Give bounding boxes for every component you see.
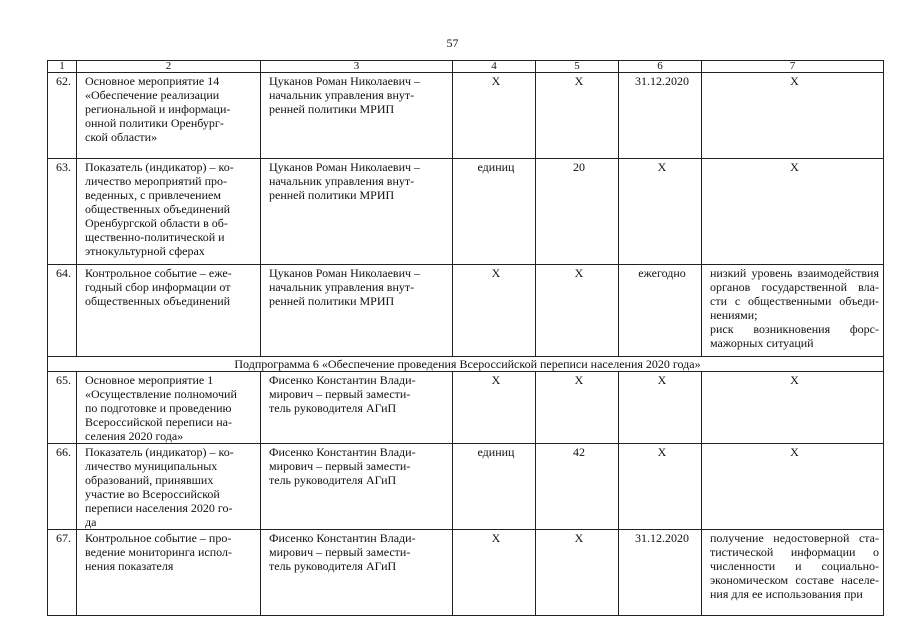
text-line: ведение мониторинга испол- xyxy=(85,545,232,559)
row-number-cell: 62. xyxy=(48,73,77,159)
column-header: 5 xyxy=(536,61,619,73)
text-line: годный сбор информации от xyxy=(85,280,231,294)
text-line: ренней политики МРИП xyxy=(269,294,395,308)
responsible-cell xyxy=(261,372,453,444)
column-header: 4 xyxy=(453,61,536,73)
responsible-cell xyxy=(261,444,453,530)
text-line: Основное мероприятие 1 xyxy=(85,373,214,387)
text-line: начальник управления внут- xyxy=(269,88,415,102)
value-cell: Х xyxy=(536,73,619,159)
text-line: Фисенко Константин Влади- xyxy=(269,373,416,387)
date-cell: Х xyxy=(619,444,702,530)
value-cell: 42 xyxy=(536,444,619,530)
text-line: риск возникновения форс- xyxy=(710,322,879,336)
text-line: «Осуществление полномочий xyxy=(85,387,237,401)
text-line: да xyxy=(85,515,97,529)
date-cell: Х xyxy=(619,159,702,265)
text-line: начальник управления внут- xyxy=(269,174,415,188)
text-line: сти с общественными объеди- xyxy=(710,294,879,308)
text-line: тель руководителя АГиП xyxy=(269,401,397,415)
text-line: образований, принявших xyxy=(85,473,214,487)
text-line: по подготовке и проведению xyxy=(85,401,232,415)
text-line: мажорных ситуаций xyxy=(710,336,814,350)
date-cell: 31.12.2020 xyxy=(619,73,702,159)
table-row xyxy=(48,444,884,530)
text-line: экономическом составе населе- xyxy=(710,573,879,587)
text-line: мирович – первый замести- xyxy=(269,545,411,559)
text-line: участие во Всероссийской xyxy=(85,487,220,501)
text-line: Х xyxy=(790,445,799,459)
page-number: 57 xyxy=(446,36,459,50)
unit-cell: Х xyxy=(453,372,536,444)
date-cell: ежегодно xyxy=(619,265,702,357)
text-line: органов государственной вла- xyxy=(710,280,879,294)
text-line: численности и социально- xyxy=(710,559,879,573)
table-row xyxy=(48,372,884,444)
risk-cell xyxy=(702,372,884,444)
text-line: селения 2020 года» xyxy=(85,429,184,443)
responsible-cell xyxy=(261,73,453,159)
text-line: Контрольное событие – про- xyxy=(85,531,232,545)
text-line: переписи населения 2020 го- xyxy=(85,501,233,515)
value-cell: Х xyxy=(536,530,619,616)
text-line: получение недостоверной ста- xyxy=(710,531,879,545)
activity-name-cell xyxy=(77,444,261,530)
column-header: 1 xyxy=(48,61,77,73)
text-line: этнокультурной сферах xyxy=(85,244,205,258)
column-header: 2 xyxy=(77,61,261,73)
unit-cell: Х xyxy=(453,265,536,357)
text-line: Показатель (индикатор) – ко- xyxy=(85,445,234,459)
value-cell: Х xyxy=(536,265,619,357)
text-line: Фисенко Константин Влади- xyxy=(269,445,416,459)
table-row xyxy=(48,530,884,616)
text-line: Показатель (индикатор) – ко- xyxy=(85,160,234,174)
text-line: ния для ее использования при xyxy=(710,587,863,601)
activities-table xyxy=(47,60,884,616)
row-number-cell: 67. xyxy=(48,530,77,616)
risk-cell xyxy=(702,73,884,159)
subprogram-row xyxy=(48,357,884,372)
text-line: Основное мероприятие 14 xyxy=(85,74,220,88)
responsible-cell xyxy=(261,159,453,265)
text-line: личество мероприятий про- xyxy=(85,174,228,188)
risk-cell xyxy=(702,265,884,357)
text-line: начальник управления внут- xyxy=(269,280,415,294)
unit-cell: единиц xyxy=(453,159,536,265)
text-line: Х xyxy=(790,74,799,88)
column-number-row xyxy=(48,61,884,73)
responsible-cell xyxy=(261,265,453,357)
rows-group-subprogram xyxy=(48,372,884,616)
text-line: ской области» xyxy=(85,130,158,144)
text-line: ренней политики МРИП xyxy=(269,188,395,202)
rows-group-main xyxy=(48,73,884,357)
subprogram-title: Подпрограмма 6 «Обеспечение проведения Всероссийской переписи населения 2020 года» xyxy=(48,357,884,372)
responsible-cell xyxy=(261,530,453,616)
activity-name-cell xyxy=(77,73,261,159)
risk-cell xyxy=(702,530,884,616)
row-number-cell: 63. xyxy=(48,159,77,265)
text-line: Цуканов Роман Николаевич – xyxy=(269,74,421,88)
text-line: Х xyxy=(790,160,799,174)
text-line: нениями; xyxy=(710,308,758,322)
activity-name-cell xyxy=(77,372,261,444)
row-number-cell: 66. xyxy=(48,444,77,530)
text-line: региональной и информаци- xyxy=(85,102,231,116)
text-line: тель руководителя АГиП xyxy=(269,473,397,487)
text-line: мирович – первый замести- xyxy=(269,387,411,401)
text-line: Контрольное событие – еже- xyxy=(85,266,232,280)
text-line: «Обеспечение реализации xyxy=(85,88,220,102)
date-cell: 31.12.2020 xyxy=(619,530,702,616)
activity-name-cell xyxy=(77,265,261,357)
activity-name-cell xyxy=(77,159,261,265)
column-header: 6 xyxy=(619,61,702,73)
text-line: онной политики Оренбург- xyxy=(85,116,224,130)
risk-cell xyxy=(702,444,884,530)
text-line: общественных объединений xyxy=(85,294,231,308)
text-line: Всероссийской переписи на- xyxy=(85,415,232,429)
date-cell: Х xyxy=(619,372,702,444)
text-line: тель руководителя АГиП xyxy=(269,559,397,573)
unit-cell: единиц xyxy=(453,444,536,530)
text-line: Оренбургской области в об- xyxy=(85,216,228,230)
text-line: щественно-политической и xyxy=(85,230,225,244)
text-line: Фисенко Константин Влади- xyxy=(269,531,416,545)
value-cell: 20 xyxy=(536,159,619,265)
column-header: 7 xyxy=(702,61,884,73)
value-cell: Х xyxy=(536,372,619,444)
text-line: Цуканов Роман Николаевич – xyxy=(269,266,421,280)
column-header: 3 xyxy=(261,61,453,73)
text-line: низкий уровень взаимодействия xyxy=(710,266,879,280)
text-line: веденных, с привлечением xyxy=(85,188,221,202)
activity-name-cell xyxy=(77,530,261,616)
table-row xyxy=(48,159,884,265)
table-row xyxy=(48,265,884,357)
table-row xyxy=(48,73,884,159)
text-line: общественных объединений xyxy=(85,202,231,216)
row-number-cell: 65. xyxy=(48,372,77,444)
risk-cell xyxy=(702,159,884,265)
text-line: нения показателя xyxy=(85,559,174,573)
text-line: мирович – первый замести- xyxy=(269,459,411,473)
text-line: тистической информации о xyxy=(710,545,879,559)
text-line: Цуканов Роман Николаевич – xyxy=(269,160,421,174)
text-line: ренней политики МРИП xyxy=(269,102,395,116)
text-line: личество муниципальных xyxy=(85,459,218,473)
row-number-cell: 64. xyxy=(48,265,77,357)
unit-cell: Х xyxy=(453,530,536,616)
unit-cell: Х xyxy=(453,73,536,159)
text-line: Х xyxy=(790,373,799,387)
